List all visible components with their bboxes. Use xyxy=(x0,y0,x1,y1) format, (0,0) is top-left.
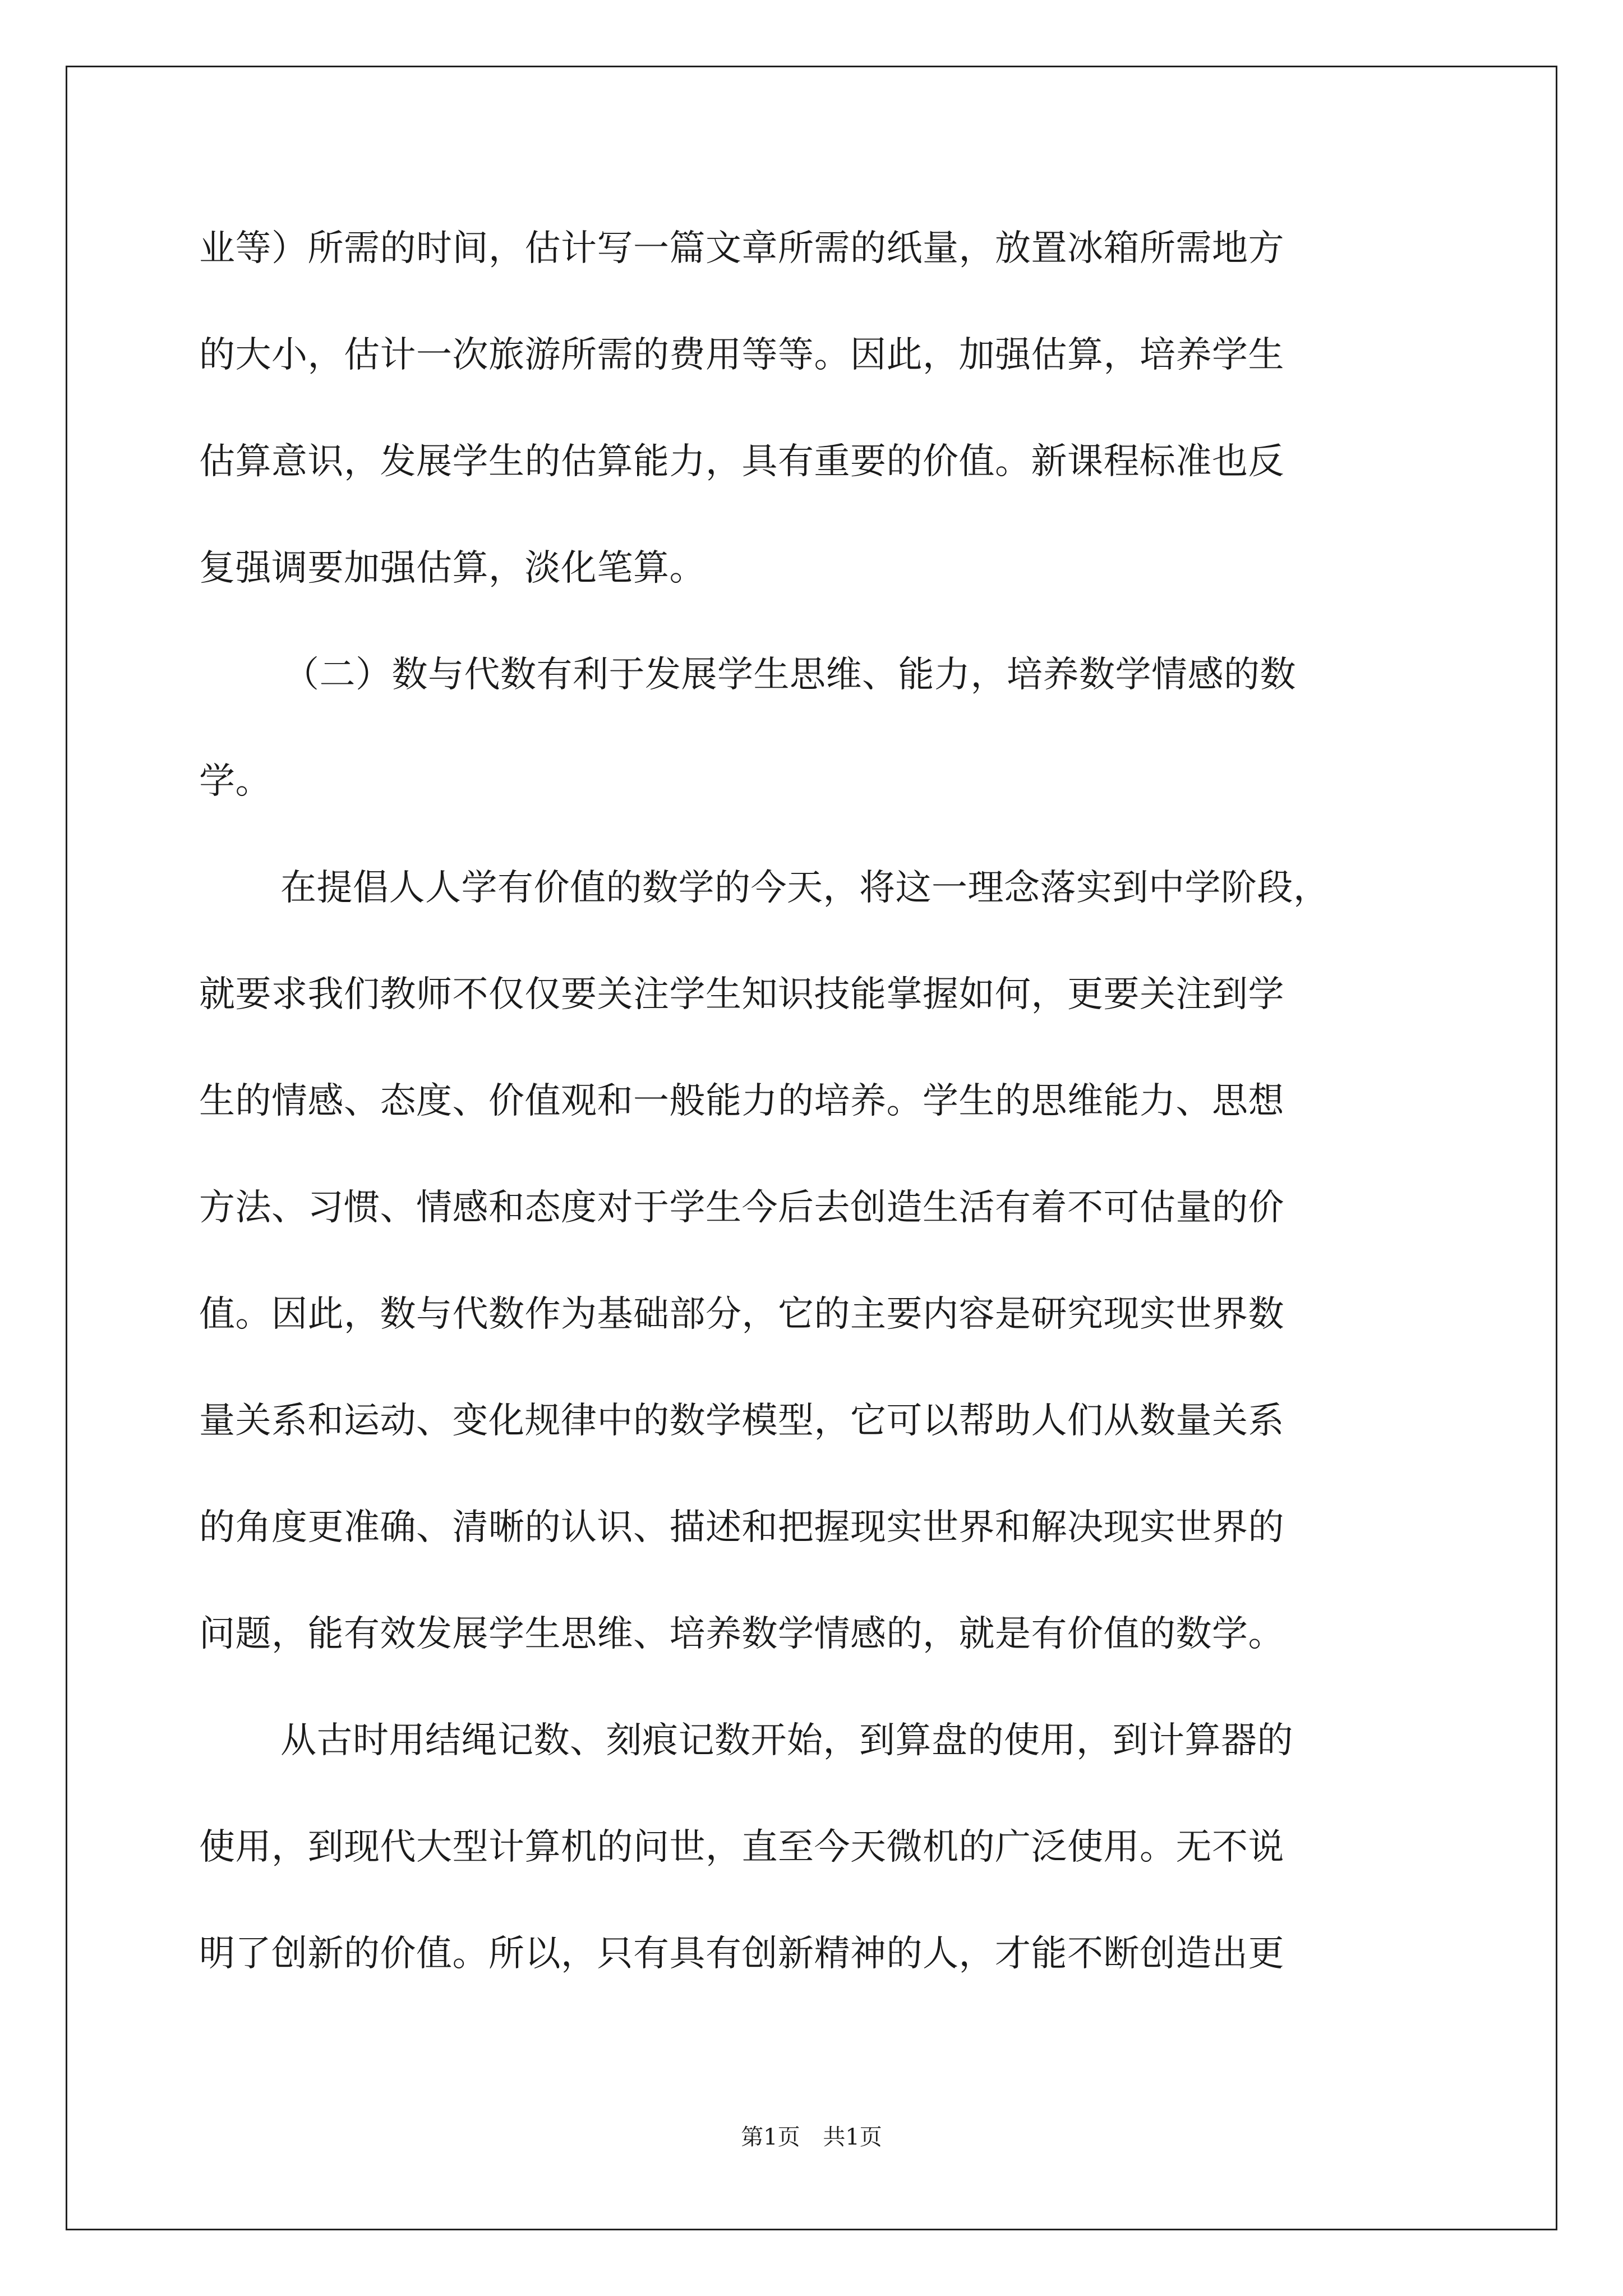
text-line: 估算意识，发展学生的估算能力，具有重要的价值。新课程标准也反 xyxy=(199,441,1284,482)
text-line: 复强调要加强估算，淡化笔算。 xyxy=(199,547,706,589)
text-line: 的大小，估计一次旅游所需的费用等等。因此，加强估算，培养学生 xyxy=(199,334,1284,376)
section-heading-line: （二）数与代数有利于发展学生思维、能力，培养数学情感的数 xyxy=(283,654,1296,696)
page-total: 共1页 xyxy=(823,2124,882,2150)
page-number: 第1页 xyxy=(741,2124,800,2150)
text-line: 在提倡人人学有价值的数学的今天，将这一理念落实到中学阶段， xyxy=(280,867,1330,909)
text-line: 量关系和运动、变化规律中的数学模型，它可以帮助人们从数量关系 xyxy=(199,1400,1284,1442)
text-line: 方法、习惯、情感和态度对于学生今后去创造生活有着不可估量的价 xyxy=(199,1187,1284,1228)
page-footer xyxy=(0,2123,1623,2151)
text-line: 问题，能有效发展学生思维、培养数学情感的，就是有价值的数学。 xyxy=(199,1613,1284,1655)
text-line: 就要求我们教师不仅仅要关注学生知识技能掌握如何，更要关注到学 xyxy=(199,974,1284,1015)
page-border xyxy=(66,66,1557,2230)
text-line: 生的情感、态度、价值观和一般能力的培养。学生的思维能力、思想 xyxy=(199,1080,1284,1122)
text-line: 从古时用结绳记数、刻痕记数开始，到算盘的使用，到计算器的 xyxy=(280,1720,1293,1761)
section-heading-line: 学。 xyxy=(199,761,271,802)
text-line: 明了创新的价值。所以，只有具有创新精神的人，才能不断创造出更 xyxy=(199,1933,1284,1975)
text-line: 业等）所需的时间，估计写一篇文章所需的纸量，放置冰箱所需地方 xyxy=(199,228,1284,269)
text-line: 值。因此，数与代数作为基础部分，它的主要内容是研究现实世界数 xyxy=(199,1294,1284,1335)
text-line: 使用，到现代大型计算机的问世，直至今天微机的广泛使用。无不说 xyxy=(199,1826,1284,1868)
text-line: 的角度更准确、清晰的认识、描述和把握现实世界和解决现实世界的 xyxy=(199,1507,1284,1548)
